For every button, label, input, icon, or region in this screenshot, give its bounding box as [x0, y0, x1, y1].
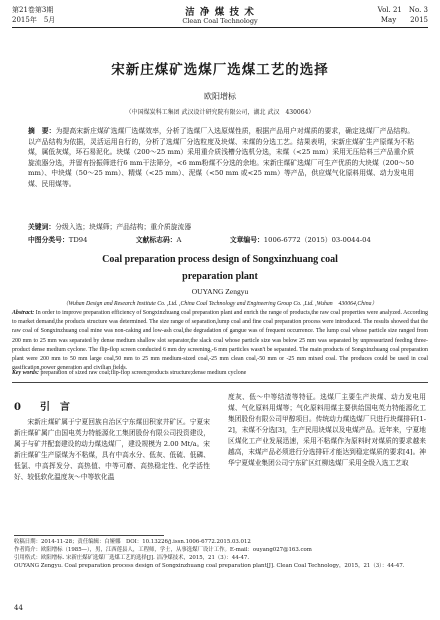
- body-right-column: [228, 392, 426, 469]
- abstract-cn: [28, 126, 414, 190]
- abstract-cn-label: 摘 要：: [28, 127, 56, 135]
- abstract-cn-text: 为提高宋新庄煤矿选煤厂选煤效率，分析了选煤厂入选原煤性质，根据产品用户对煤质的要求，确定选煤厂产品结构。以产品结构为依据，灵活运用自行的，分析了选煤厂分选粒度及块煤、末煤的分选工艺。结果表明，宋新庄煤矿生产原煤为不粘煤，属低灰煤，环石易泥化。块煤（200～25 mm）采用重介质浅槽分选机分选，末煤（<25 mm）采用无压给料三产品重介质旋流器分选，并留有扮振筛进行6 mm干法筛分，<6 mm粉煤不分选的余地。宋新庄煤矿选煤厂可生产优质的大块煤（200～50 mm）、中块煤（50～25 mm）、精煤（<25 mm）、泥煤（<50 mm 或<25 mm）等产品，供应煤气化原料用煤、动力发电用煤、民用煤等。: [28, 127, 415, 188]
- footnote-rule: [14, 535, 164, 536]
- clc-value: TD94: [68, 236, 88, 244]
- article-number-label: 文章编号：: [229, 236, 264, 244]
- keywords-en-text: preparation of sized raw coal;flip-flop screen;products structure;dense medium cyclone: [40, 370, 247, 376]
- footnote-author-bio: 作者简介：欧阳增标（1985—），男，江西莲县人，工程师，学士，从事选煤厂设计工作。E-mail：ouyang027@163.com: [14, 547, 312, 553]
- header-rule: [12, 27, 428, 28]
- doc-code-label: 文献标志码：: [135, 236, 177, 244]
- page-number: 44: [14, 604, 23, 612]
- header-volume-cn: 第21卷第3期: [12, 6, 54, 14]
- affiliation-cn: （中国煤炭科工集团 武汉设计研究院有限公司，湖北 武汉 430064）: [125, 109, 315, 116]
- keywords-cn-label: 关键词：: [28, 223, 56, 231]
- section-title: 引 言: [39, 402, 70, 413]
- keywords-en-label: Key words:: [12, 370, 39, 376]
- clc-label: 中图分类号：: [28, 236, 69, 244]
- body-left-paragraph: 宋新庄煤矿属于宁夏回族自治区宁东煤田积家井矿区。宁夏宋新庄煤矿属广由国电英力特能源化工集团股份有限公司投资建设，属于与矿井配套建设的动力煤选煤厂，建设规模为 2.00 Mt/a。宋新庄煤矿生产原煤为不粘煤，具有中高水分、低灰、低硫、低磷、低氯、中高挥发分、高热值、中等可磨、高热稳定性、化学活性好、较低软化温度灰～中等软化温: [14, 418, 210, 481]
- footnote-cite-en: OUYANG Zengyu. Coal preparation process design of Songxinzhuang coal preparation plant[J]. Clean Coal Technology，2015，21（3）：44-47.: [14, 563, 405, 569]
- body-right-paragraph: 度灰、低～中等结渣等特征。选煤厂主要生产块煤、动力发电用煤、气化原料用煤等；气化原料用煤主要供给国电英力特能源化工集团股份有限公司甲醇项目。传统动力煤选煤厂只进行块煤排矸[1-2]，末煤不分选[3]，生产民用块煤以及电煤产品。近年来，宁夏地区煤化工产业发展迅速，采用不粘煤作为原料时对煤质的要求越来越高，末煤产品必须进行分选排矸才能达到稳定煤质的要求[4]。神华宁夏煤业集团公司宁东矿区红柳选煤厂采用全级入选工艺取: [228, 393, 426, 467]
- body-left-column: [14, 417, 210, 483]
- article-title-cn: 宋新庄煤矿选煤厂选煤工艺的选择: [111, 62, 329, 78]
- classification-row: [28, 235, 414, 245]
- header-date-en: May 2015: [380, 16, 428, 24]
- article-title-en: [12, 251, 428, 285]
- article-title-en-line1: Coal preparation process design of Songxinzhuang coal: [102, 254, 338, 265]
- keywords-en: [12, 369, 428, 378]
- article-number-value: 1006-6772（2015）03-0044-04: [263, 236, 371, 244]
- affiliation-en: （Wuhan Design and Research Institute Co. ,Ltd. ,China Coal Technology and Engineering Group Co. ,Ltd. ,Wuhan 430064,China）: [62, 301, 378, 307]
- abstract-rule: [12, 382, 428, 383]
- keywords-cn-text: 分级入选；块煤筛；产品结构；重介质旋流器: [55, 223, 192, 231]
- footnote-received: 收稿日期：2014-11-28；责任编辑：白娅娜 DOI：10.13226/j.issn.1006-6772.2015.03.012: [14, 539, 251, 545]
- section-number: 0: [14, 402, 21, 413]
- section-heading: [14, 398, 70, 413]
- abstract-en: [12, 309, 428, 373]
- header-journal-cn: 洁 净 煤 技 术: [185, 7, 255, 18]
- header-journal-en: Clean Coal Technology: [182, 17, 258, 25]
- author-en: OUYANG Zengyu: [191, 287, 249, 296]
- author-cn: 欧阳增标: [204, 92, 236, 101]
- header-volume-en: Vol. 21 No. 3: [377, 6, 428, 14]
- abstract-en-label: Abstract:: [12, 310, 35, 316]
- doc-code-value: A: [176, 236, 182, 244]
- article-title-en-line2: preparation plant: [182, 271, 258, 282]
- keywords-cn: [28, 222, 414, 233]
- footnote-cite-cn: 引用格式：欧阳增标. 宋新庄煤矿选煤厂选煤工艺的选择[J]. 洁净煤技术，2015，21（3）：44-47.: [14, 555, 250, 561]
- header-date-cn: 2015年 5月: [12, 16, 56, 24]
- footnotes: [14, 538, 428, 570]
- abstract-en-text: In order to improve preparation efficiency of Songxinzhuang coal preparation plant and enrich the range of products,the raw coal properties were analyzed. According to market demand,the products structure was determined. The size range of separation,lump coal and fine coal preparation process were introduced. The results showed that the raw coal of Songxinzhuang coal mine was non-caking and low-ash coal,the degradation of gangue was of frequent occurrence. The lump coal whose particle size ranged from 200 mm to 25 mm was separated by dense medium shallow slot separator,the slack coal whose particle size was below 25 mm was separated by unpressurized feeding three-product dense medium cyclone. The flip-flop screen conducted 6 mm dry screening,-6 mm particles wasn't be separated. The main products of Songxinzhuang coal preparation plant were 200 mm to 50 mm large coal,50 mm to 25 mm medium-sized coal,-25 mm clean coal,-50 mm or -25 mm mixed coal. The produces could be used in coal gasification,power generation and civilian fields.: [12, 310, 428, 372]
